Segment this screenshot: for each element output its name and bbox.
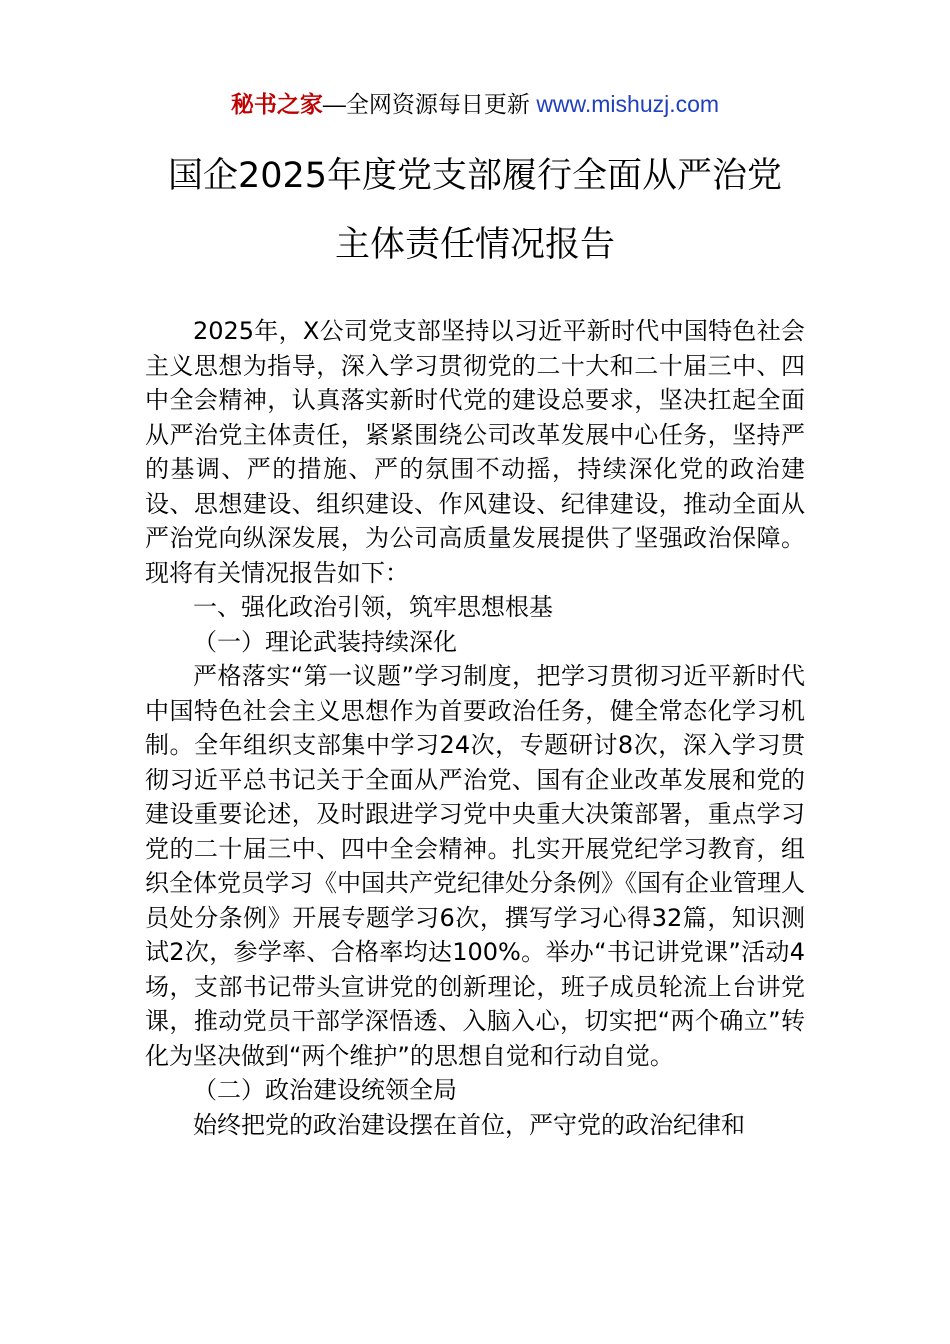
brand-name: 秘书之家: [230, 91, 323, 117]
intro-paragraph: 2025年，X公司党支部坚持以习近平新时代中国特色社会主义思想为指导，深入学习贯彻党的二十大和二十届三中、四中全会精神，认真落实新时代党的建设总要求，坚决扛起全面从严治党主体责任，紧紧围绕公司改革发展中心任务，坚持严的基调、严的措施、严的氛围不动摇，持续深化党的政治建设、思想建设、组织建设、作风建设、纪律建设，推动全面从严治党向纵深发展，为公司高质量发展提供了坚强政治保障。现将有关情况报告如下：: [145, 317, 805, 587]
subsection-1-paragraph: 严格落实“第一议题”学习制度，把学习贯彻习近平新时代中国特色社会主义思想作为首要政治任务，健全常态化学习机制。全年组织支部集中学习24次，专题研讨8次，深入学习贯彻习近平总书记关于全面从严治党、国有企业改革发展和党的建设重要论述，及时跟进学习党中央重大决策部署，重点学习党的二十届三中、四中全会精神。扎实开展党纪学习教育，组织全体党员学习《中国共产党纪律处分条例》《国有企业管理人员处分条例》开展专题学习6次，撰写学习心得32篇，知识测试2次，参学率、合格率均达100%。举办“书记讲党课”活动4场，支部书记带头宣讲党的创新理论，班子成员轮流上台讲党课，推动党员干部学深悟透、入脑入心，切实把“两个确立”转化为坚决做到“两个维护”的思想自觉和行动自觉。: [145, 662, 805, 1070]
subsection-2-paragraph: 始终把党的政治建设摆在首位，严守党的政治纪律和: [193, 1110, 745, 1139]
site-header: [0, 88, 950, 120]
subsection-2-heading: （二）政治建设统领全局: [193, 1076, 457, 1104]
document-title-line-1: 国企2025年度党支部履行全面从严治党: [167, 156, 783, 196]
document-title-line-2: 主体责任情况报告: [334, 225, 615, 265]
header-tagline: —全网资源每日更新: [322, 91, 537, 117]
subsection-1-heading: （一）理论武装持续深化: [193, 627, 457, 656]
section-1-heading: 一、强化政治引领，筑牢思想根基: [193, 593, 553, 621]
site-url-link[interactable]: www.mishuzj.com: [536, 91, 720, 117]
document-body: [145, 314, 805, 1142]
